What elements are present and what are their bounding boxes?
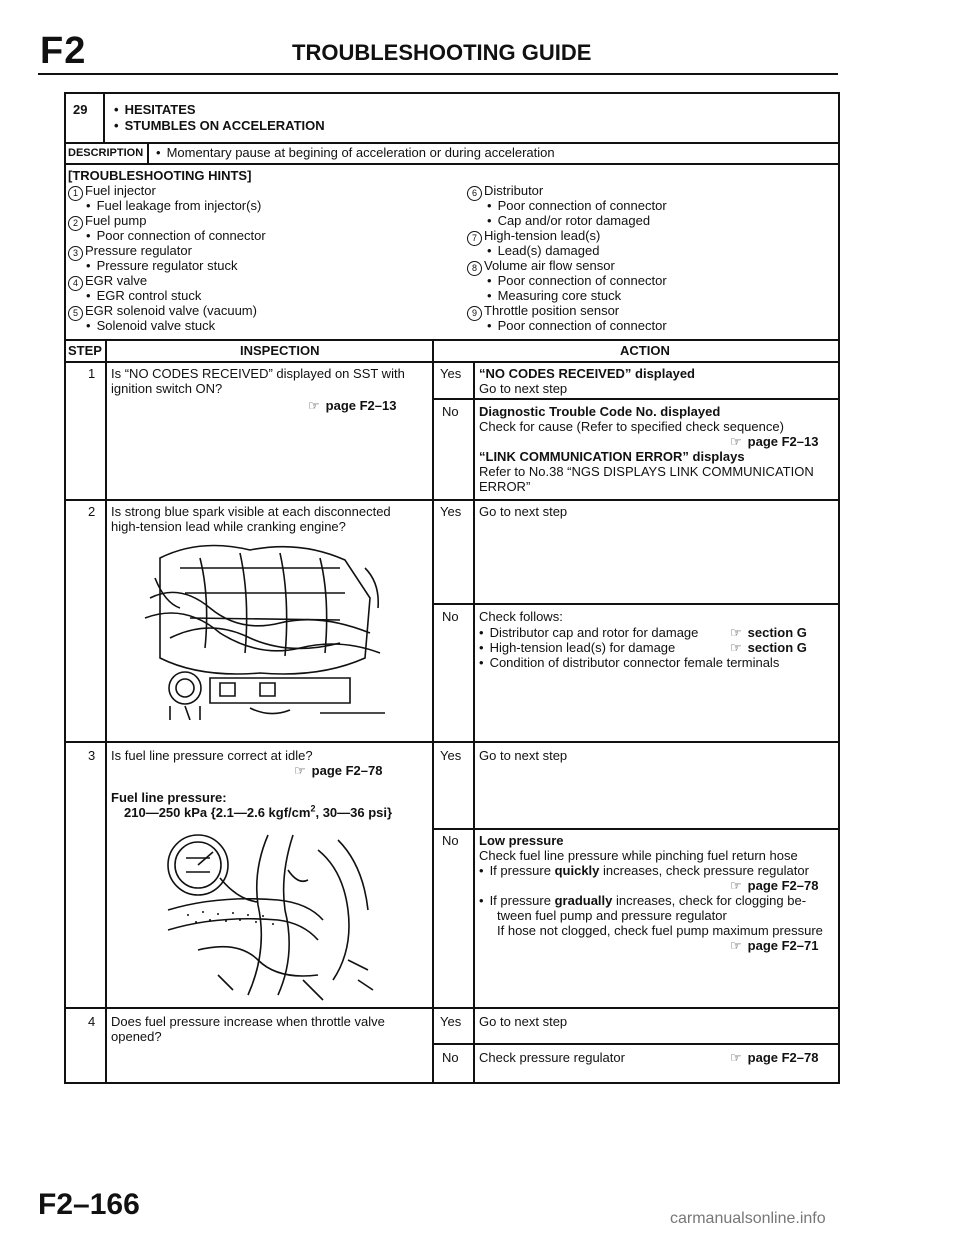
hint-item: • Lead(s) damaged	[487, 243, 599, 258]
action-text: Go to next step	[479, 381, 568, 396]
spec-value: 210—250 kPa {2.1—2.6 kgf/$cm^2$, 30—36 psi}	[124, 803, 393, 820]
number-circle-icon: 2	[68, 216, 83, 231]
page-reference: ☞ page F2–13	[730, 434, 819, 449]
inspection-text: opened?	[111, 1029, 162, 1044]
hint-item: • Poor connection of connector	[487, 273, 667, 288]
action-title: Low pressure	[479, 833, 564, 848]
divider	[64, 163, 840, 165]
yes-label: Yes	[440, 748, 462, 763]
description-text: • Momentary pause at begining of acceleration or during acceleration	[156, 145, 555, 160]
column-header-step: STEP	[68, 343, 102, 358]
divider	[64, 1007, 840, 1009]
inspection-text: Is “NO CODES RECEIVED” displayed on SST with	[111, 366, 405, 381]
hand-pointer-icon: ☞	[730, 625, 742, 640]
number-circle-icon: 8	[467, 261, 482, 276]
action-title: “LINK COMMUNICATION ERROR” displays	[479, 449, 745, 464]
yes-label: Yes	[440, 1014, 462, 1029]
page-reference: ☞ page F2–78	[730, 878, 819, 893]
hand-pointer-icon: ☞	[730, 938, 742, 953]
hints-title: [TROUBLESHOOTING HINTS]	[68, 168, 252, 183]
check-item: • Condition of distributor connector female terminals	[479, 655, 779, 670]
page-reference: ☞ page F2–13	[308, 398, 397, 413]
divider	[432, 398, 840, 400]
divider	[432, 603, 840, 605]
hint-item: • Fuel leakage from injector(s)	[86, 198, 261, 213]
hand-pointer-icon: ☞	[308, 398, 320, 413]
hand-pointer-icon: ☞	[730, 434, 742, 449]
symptom: • STUMBLES ON ACCELERATION	[114, 118, 325, 133]
action-text: Refer to No.38 “NGS DISPLAYS LINK COMMUNICATION	[479, 464, 814, 479]
inspection-text: ignition switch ON?	[111, 381, 223, 396]
description-label: DESCRIPTION	[68, 147, 144, 159]
page-reference: ☞ page F2–78	[294, 763, 383, 778]
check-item: • Distributor cap and rotor for damage	[479, 625, 698, 640]
number-circle-icon: 4	[68, 276, 83, 291]
divider	[473, 361, 475, 1084]
inspection-text: Is strong blue spark visible at each disconnected	[111, 504, 391, 519]
section-reference: ☞ section G	[730, 640, 807, 655]
number-circle-icon: 9	[467, 306, 482, 321]
action-text: Check fuel line pressure while pinching fuel return hose	[479, 848, 798, 863]
hint-pressure-regulator: 3 Pressure regulator	[68, 243, 192, 261]
action-text: Go to next step	[479, 504, 568, 519]
page-number: F2–166	[38, 1188, 140, 1221]
hint-fuel-pump: 2 Fuel pump	[68, 213, 146, 231]
hand-pointer-icon: ☞	[730, 1050, 742, 1065]
header-rule	[38, 73, 838, 75]
action-text: tween fuel pump and pressure regulator	[497, 908, 727, 923]
section-code: F2	[40, 30, 87, 72]
inspection-text: high-tension lead while cranking engine?	[111, 519, 346, 534]
divider	[432, 1043, 840, 1045]
hint-throttle-position-sensor: 9 Throttle position sensor	[467, 303, 619, 321]
hint-egr-valve: 4 EGR valve	[68, 273, 147, 291]
step-number: 1	[88, 366, 96, 381]
no-label: No	[442, 404, 459, 419]
hint-item: • Poor connection of connector	[86, 228, 266, 243]
divider	[64, 339, 840, 341]
engine-spark-test-illustration	[140, 538, 390, 720]
hand-pointer-icon: ☞	[730, 878, 742, 893]
hint-item: • Poor connection of connector	[487, 198, 667, 213]
number-circle-icon: 1	[68, 186, 83, 201]
number-circle-icon: 3	[68, 246, 83, 261]
action-text: Go to next step	[479, 1014, 568, 1029]
divider	[64, 741, 840, 743]
hint-high-tension-leads: 7 High-tension lead(s)	[467, 228, 600, 246]
inspection-text: Does fuel pressure increase when throttle valve	[111, 1014, 385, 1029]
watermark: carmanualsonline.info	[670, 1210, 826, 1227]
hint-item: • EGR control stuck	[86, 288, 201, 303]
divider	[64, 499, 840, 501]
divider	[432, 339, 434, 1084]
action-title: “NO CODES RECEIVED” displayed	[479, 366, 695, 381]
action-text: Check pressure regulator	[479, 1050, 625, 1065]
hint-item: • Poor connection of connector	[487, 318, 667, 333]
check-item: • If pressure gradually increases, check for clogging be-	[479, 893, 806, 908]
divider	[105, 339, 107, 1084]
hint-volume-air-flow-sensor: 8 Volume air flow sensor	[467, 258, 615, 276]
page-reference: ☞ page F2–71	[730, 938, 819, 953]
divider	[64, 361, 840, 363]
action-text: Check for cause (Refer to specified check sequence)	[479, 419, 784, 434]
inspection-text: Is fuel line pressure correct at idle?	[111, 748, 313, 763]
no-label: No	[442, 609, 459, 624]
action-text: Check follows:	[479, 609, 563, 624]
check-item: • If pressure quickly increases, check pressure regulator	[479, 863, 809, 878]
step-number: 2	[88, 504, 96, 519]
action-text: Go to next step	[479, 748, 568, 763]
page-title: TROUBLESHOOTING GUIDE	[292, 40, 592, 65]
step-number: 3	[88, 748, 96, 763]
problem-number: 29	[73, 102, 88, 117]
divider	[64, 142, 840, 144]
number-circle-icon: 6	[467, 186, 482, 201]
number-circle-icon: 7	[467, 231, 482, 246]
column-header-inspection: INSPECTION	[240, 343, 320, 358]
hint-fuel-injector: 1 Fuel injector	[68, 183, 156, 201]
yes-label: Yes	[440, 504, 462, 519]
yes-label: Yes	[440, 366, 462, 381]
hint-distributor: 6 Distributor	[467, 183, 543, 201]
spec-label: Fuel line pressure:	[111, 790, 227, 805]
symptom: • HESITATES	[114, 102, 196, 117]
number-circle-icon: 5	[68, 306, 83, 321]
step-number: 4	[88, 1014, 96, 1029]
hint-egr-solenoid: 5 EGR solenoid valve (vacuum)	[68, 303, 257, 321]
section-reference: ☞ section G	[730, 625, 807, 640]
page-reference: ☞ page F2–78	[730, 1050, 819, 1065]
hint-item: • Pressure regulator stuck	[86, 258, 237, 273]
hand-pointer-icon: ☞	[294, 763, 306, 778]
hint-item: • Measuring core stuck	[487, 288, 621, 303]
divider	[103, 92, 105, 143]
no-label: No	[442, 833, 459, 848]
column-header-action: ACTION	[620, 343, 670, 358]
check-item: • High-tension lead(s) for damage	[479, 640, 675, 655]
action-title: Diagnostic Trouble Code No. displayed	[479, 404, 721, 419]
hand-pointer-icon: ☞	[730, 640, 742, 655]
hint-item: • Solenoid valve stuck	[86, 318, 215, 333]
hint-item: • Cap and/or rotor damaged	[487, 213, 650, 228]
fuel-pressure-gauge-illustration	[158, 830, 383, 1002]
divider	[432, 828, 840, 830]
no-label: No	[442, 1050, 459, 1065]
divider	[147, 142, 149, 164]
action-text: ERROR”	[479, 479, 531, 494]
action-text: If hose not clogged, check fuel pump maximum pressure	[497, 923, 823, 938]
